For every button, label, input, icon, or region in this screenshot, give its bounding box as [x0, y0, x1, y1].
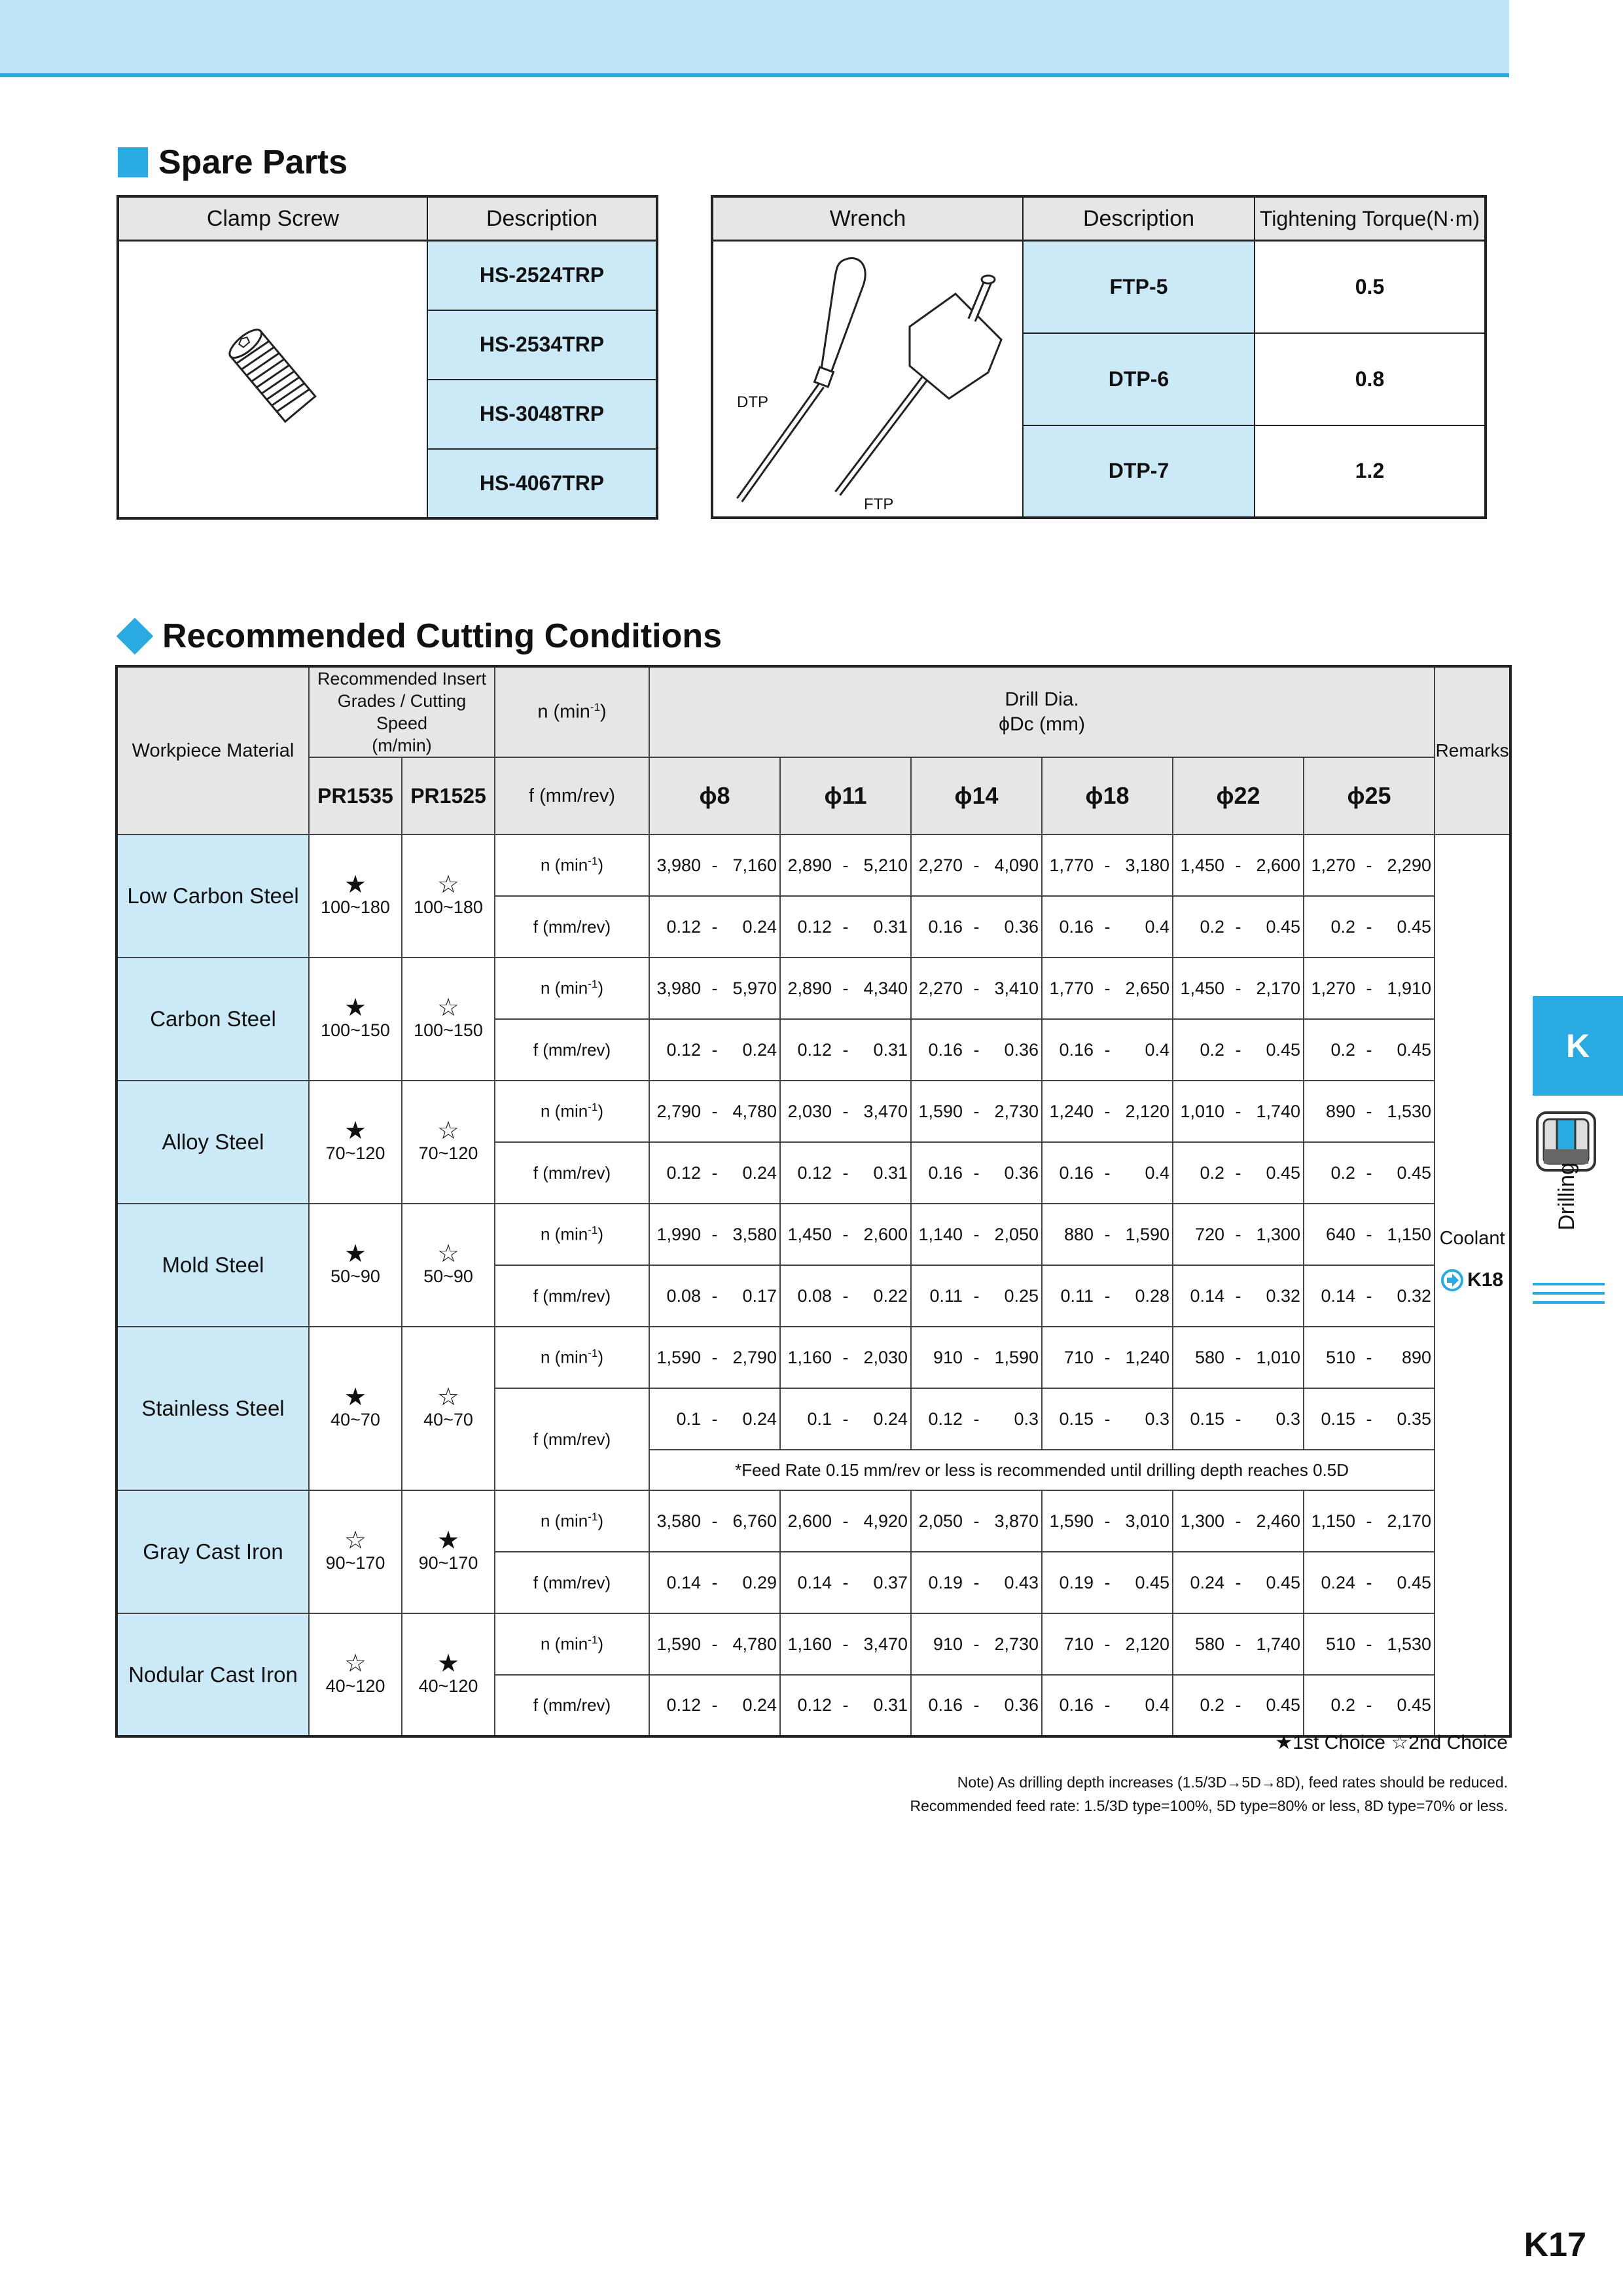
- n-cell: 1,010 - 1,740: [1173, 1081, 1304, 1142]
- f-cell: 0.08 - 0.22: [780, 1265, 911, 1327]
- grade-pr1525: ☆ 70~120: [402, 1081, 495, 1204]
- f-cell: 0.24 - 0.45: [1173, 1552, 1304, 1613]
- material-row: [116, 1490, 1510, 1552]
- section-tab-k[interactable]: K: [1533, 996, 1623, 1096]
- material-row: [116, 1327, 1510, 1388]
- f-cell: 0.14 - 0.37: [780, 1552, 911, 1613]
- material-row: [116, 958, 1510, 1019]
- f-label: f (mm/rev): [495, 1019, 649, 1081]
- square-bullet-icon: [118, 147, 148, 177]
- clamp-screw-header: Clamp Screw: [118, 196, 427, 241]
- diamond-bullet-icon: [116, 618, 154, 655]
- n-cell: 1,300 - 2,460: [1173, 1490, 1304, 1552]
- grade-pr1525: ☆ 50~90: [402, 1204, 495, 1327]
- n-cell: 1,450 - 2,600: [1173, 834, 1304, 896]
- f-cell: 0.1 - 0.24: [649, 1388, 780, 1450]
- n-label: n $(\min^{-1})$: [495, 1081, 649, 1142]
- clamp-screw-table: [116, 195, 658, 520]
- f-cell: 0.12 - 0.24: [649, 1019, 780, 1081]
- n-cell: 2,600 - 4,920: [780, 1490, 911, 1552]
- f-cell: 0.24 - 0.45: [1304, 1552, 1435, 1613]
- clamp-desc-4: HS-4067TRP: [427, 449, 657, 518]
- f-label: f (mm/rev): [495, 1265, 649, 1327]
- clamp-desc-1: HS-2524TRP: [427, 241, 657, 310]
- torque-3: 1.2: [1255, 425, 1486, 518]
- dia-14-header: ϕ14: [911, 757, 1042, 834]
- f-header: f (mm/rev): [495, 757, 649, 834]
- feed-notes: [910, 1770, 1508, 1818]
- remarks-ref-link[interactable]: K18: [1435, 1269, 1509, 1291]
- material-row: [116, 1204, 1510, 1265]
- material-name: Gray Cast Iron: [116, 1490, 309, 1613]
- f-cell: 0.14 - 0.32: [1173, 1265, 1304, 1327]
- n-cell: 2,270 - 3,410: [911, 958, 1042, 1019]
- n-cell: 3,980 - 7,160: [649, 834, 780, 896]
- f-cell: 0.12 - 0.31: [780, 1675, 911, 1736]
- f-cell: 0.08 - 0.17: [649, 1265, 780, 1327]
- n-cell: 1,450 - 2,170: [1173, 958, 1304, 1019]
- n-cell: 910 - 2,730: [911, 1613, 1042, 1675]
- n-cell: 2,270 - 4,090: [911, 834, 1042, 896]
- clamp-screw-icon: [221, 321, 325, 432]
- n-cell: 1,770 - 2,650: [1042, 958, 1173, 1019]
- n-cell: 2,790 - 4,780: [649, 1081, 780, 1142]
- note-line-1: Note) As drilling depth increases (1.5/3D→5D→8D), feed rates should be reduced.: [957, 1774, 1508, 1791]
- torque-header: Tightening Torque(N·m): [1255, 196, 1486, 241]
- grade-pr1535: ★ 100~150: [309, 958, 402, 1081]
- n-cell: 1,240 - 2,120: [1042, 1081, 1173, 1142]
- choice-legend: ★1st Choice ☆2nd Choice: [1275, 1732, 1508, 1753]
- grade-pr1535: ★ 50~90: [309, 1204, 402, 1327]
- material-name: Carbon Steel: [116, 958, 309, 1081]
- spare-parts-heading: Spare Parts: [118, 143, 348, 182]
- grade-pr1525: ★ 40~120: [402, 1613, 495, 1736]
- n-cell: 890 - 1,530: [1304, 1081, 1435, 1142]
- n-cell: 510 - 1,530: [1304, 1613, 1435, 1675]
- material-name: Stainless Steel: [116, 1327, 309, 1490]
- wrench-desc-2: DTP-6: [1023, 333, 1255, 425]
- material-name: Mold Steel: [116, 1204, 309, 1327]
- n-cell: 510 - 890: [1304, 1327, 1435, 1388]
- f-cell: 0.16 - 0.4: [1042, 1142, 1173, 1204]
- f-cell: 0.2 - 0.45: [1173, 896, 1304, 958]
- pr1535-header: PR1535: [309, 757, 402, 834]
- n-cell: 880 - 1,590: [1042, 1204, 1173, 1265]
- grade-pr1535: ★ 70~120: [309, 1081, 402, 1204]
- side-decor-lines: [1533, 1283, 1605, 1310]
- n-label: n $(\min^{-1})$: [495, 1327, 649, 1388]
- material-row: [116, 834, 1510, 896]
- grade-pr1525: ☆ 100~150: [402, 958, 495, 1081]
- top-banner: [0, 0, 1509, 77]
- grades-header: Recommended Insert Grades / Cutting Speed (m/min): [309, 666, 495, 757]
- n-label: n $(\min^{-1})$: [495, 958, 649, 1019]
- n-cell: 1,160 - 3,470: [780, 1613, 911, 1675]
- f-cell: 0.14 - 0.32: [1304, 1265, 1435, 1327]
- drilling-label: Drilling: [1554, 1162, 1579, 1230]
- grade-pr1525: ☆ 40~70: [402, 1327, 495, 1490]
- f-cell: 0.16 - 0.36: [911, 1019, 1042, 1081]
- n-cell: 1,270 - 2,290: [1304, 834, 1435, 896]
- f-cell: 0.2 - 0.45: [1173, 1019, 1304, 1081]
- cutting-conditions-heading: Recommended Cutting Conditions: [118, 617, 722, 656]
- f-label: f (mm/rev): [495, 1675, 649, 1736]
- grade-pr1535: ★ 100~180: [309, 834, 402, 958]
- f-cell: 0.16 - 0.4: [1042, 1675, 1173, 1736]
- n-cell: 1,770 - 3,180: [1042, 834, 1173, 896]
- n-cell: 710 - 1,240: [1042, 1327, 1173, 1388]
- f-label: f (mm/rev): [495, 1552, 649, 1613]
- clamp-description-header: Description: [427, 196, 657, 241]
- f-cell: 0.12 - 0.24: [649, 1142, 780, 1204]
- f-cell: 0.15 - 0.3: [1173, 1388, 1304, 1450]
- wrench-desc-3: DTP-7: [1023, 425, 1255, 518]
- n-label: n $(\min^{-1})$: [495, 1613, 649, 1675]
- n-cell: 2,890 - 4,340: [780, 958, 911, 1019]
- workpiece-header: Workpiece Material: [116, 666, 309, 834]
- n-label: n $(\min^{-1})$: [495, 1490, 649, 1552]
- f-cell: 0.16 - 0.36: [911, 896, 1042, 958]
- remarks-cell: [1435, 834, 1510, 1736]
- n-cell: 710 - 2,120: [1042, 1613, 1173, 1675]
- grade-pr1525: ☆ 100~180: [402, 834, 495, 958]
- f-label: f (mm/rev): [495, 1142, 649, 1204]
- dia-18-header: ϕ18: [1042, 757, 1173, 834]
- n-label: n $(\min^{-1})$: [495, 1204, 649, 1265]
- f-cell: 0.12 - 0.24: [649, 1675, 780, 1736]
- n-cell: 2,030 - 3,470: [780, 1081, 911, 1142]
- n-header: n $(\min^{-1})$: [495, 666, 649, 757]
- grade-pr1535: ★ 40~70: [309, 1327, 402, 1490]
- f-cell: 0.2 - 0.45: [1304, 1019, 1435, 1081]
- f-cell: 0.19 - 0.45: [1042, 1552, 1173, 1613]
- n-cell: 720 - 1,300: [1173, 1204, 1304, 1265]
- n-cell: 1,990 - 3,580: [649, 1204, 780, 1265]
- f-cell: 0.15 - 0.3: [1042, 1388, 1173, 1450]
- f-cell: 0.12 - 0.24: [649, 896, 780, 958]
- wrench-header: Wrench: [712, 196, 1023, 241]
- wrench-image: [712, 241, 1023, 518]
- cutting-conditions-table: [115, 665, 1512, 1738]
- wrench-desc-1: FTP-5: [1023, 241, 1255, 333]
- n-cell: 580 - 1,740: [1173, 1613, 1304, 1675]
- n-cell: 2,890 - 5,210: [780, 834, 911, 896]
- grade-pr1535: ☆ 40~120: [309, 1613, 402, 1736]
- clamp-desc-2: HS-2534TRP: [427, 310, 657, 380]
- f-cell: 0.2 - 0.45: [1304, 1142, 1435, 1204]
- n-cell: 640 - 1,150: [1304, 1204, 1435, 1265]
- n-cell: 1,590 - 3,010: [1042, 1490, 1173, 1552]
- drill-dia-header: Drill Dia. ϕDc (mm): [649, 666, 1435, 757]
- pr1525-header: PR1525: [402, 757, 495, 834]
- n-cell: 1,590 - 4,780: [649, 1613, 780, 1675]
- f-cell: 0.16 - 0.36: [911, 1675, 1042, 1736]
- n-cell: 1,140 - 2,050: [911, 1204, 1042, 1265]
- material-row: [116, 1613, 1510, 1675]
- torque-2: 0.8: [1255, 333, 1486, 425]
- dia-25-header: ϕ25: [1304, 757, 1435, 834]
- n-cell: 2,050 - 3,870: [911, 1490, 1042, 1552]
- wrench-table: [711, 195, 1487, 519]
- f-cell: 0.15 - 0.35: [1304, 1388, 1435, 1450]
- f-cell: 0.2 - 0.45: [1173, 1675, 1304, 1736]
- note-line-2: Recommended feed rate: 1.5/3D type=100%, 5D type=80% or less, 8D type=70% or less.: [910, 1797, 1508, 1814]
- f-cell: 0.11 - 0.28: [1042, 1265, 1173, 1327]
- f-cell: 0.16 - 0.4: [1042, 896, 1173, 958]
- stainless-feed-note: *Feed Rate 0.15 mm/rev or less is recommended until drilling depth reaches 0.5D: [649, 1450, 1435, 1490]
- ftp-label: FTP: [864, 495, 894, 513]
- torque-1: 0.5: [1255, 241, 1486, 333]
- n-cell: 3,580 - 6,760: [649, 1490, 780, 1552]
- f-cell: 0.19 - 0.43: [911, 1552, 1042, 1613]
- f-cell: 0.12 - 0.3: [911, 1388, 1042, 1450]
- f-cell: 0.14 - 0.29: [649, 1552, 780, 1613]
- material-name: Nodular Cast Iron: [116, 1613, 309, 1736]
- remarks-header: Remarks: [1435, 666, 1510, 834]
- f-cell: 0.12 - 0.31: [780, 896, 911, 958]
- clamp-screw-image: [118, 241, 427, 518]
- n-cell: 1,150 - 2,170: [1304, 1490, 1435, 1552]
- n-cell: 910 - 1,590: [911, 1327, 1042, 1388]
- dia-8-header: ϕ8: [649, 757, 780, 834]
- dia-22-header: ϕ22: [1173, 757, 1304, 834]
- n-label: n $(\min^{-1})$: [495, 834, 649, 896]
- material-name: Low Carbon Steel: [116, 834, 309, 958]
- f-cell: 0.16 - 0.36: [911, 1142, 1042, 1204]
- n-cell: 3,980 - 5,970: [649, 958, 780, 1019]
- dia-11-header: ϕ11: [780, 757, 911, 834]
- grade-pr1535: ☆ 90~170: [309, 1490, 402, 1613]
- clamp-desc-3: HS-3048TRP: [427, 380, 657, 449]
- material-name: Alloy Steel: [116, 1081, 309, 1204]
- n-cell: 580 - 1,010: [1173, 1327, 1304, 1388]
- f-cell: 0.1 - 0.24: [780, 1388, 911, 1450]
- wrench-description-header: Description: [1023, 196, 1255, 241]
- material-row: [116, 1081, 1510, 1142]
- f-cell: 0.2 - 0.45: [1304, 1675, 1435, 1736]
- n-cell: 1,590 - 2,730: [911, 1081, 1042, 1142]
- wrench-icon: [713, 242, 1022, 516]
- page-number: K17: [1524, 2226, 1586, 2264]
- f-cell: 0.16 - 0.4: [1042, 1019, 1173, 1081]
- f-cell: 0.2 - 0.45: [1304, 896, 1435, 958]
- n-cell: 1,450 - 2,600: [780, 1204, 911, 1265]
- f-cell: 0.12 - 0.31: [780, 1019, 911, 1081]
- f-cell: 0.12 - 0.31: [780, 1142, 911, 1204]
- arrow-circle-icon: [1441, 1269, 1463, 1291]
- f-cell: 0.2 - 0.45: [1173, 1142, 1304, 1204]
- n-cell: 1,270 - 1,910: [1304, 958, 1435, 1019]
- remarks-coolant: Coolant: [1439, 1228, 1505, 1249]
- n-cell: 1,590 - 2,790: [649, 1327, 780, 1388]
- dtp-label: DTP: [737, 393, 768, 411]
- f-label: f (mm/rev): [495, 896, 649, 958]
- f-cell: 0.11 - 0.25: [911, 1265, 1042, 1327]
- f-label: f (mm/rev): [495, 1388, 649, 1490]
- n-cell: 1,160 - 2,030: [780, 1327, 911, 1388]
- grade-pr1525: ★ 90~170: [402, 1490, 495, 1613]
